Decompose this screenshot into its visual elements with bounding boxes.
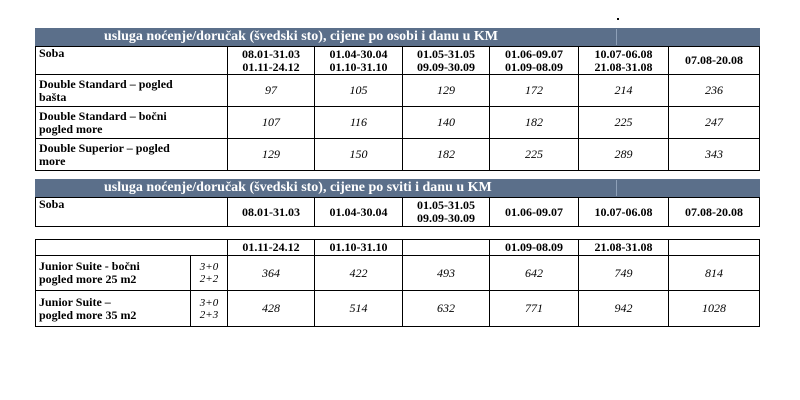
- period-line: 07.08-20.08: [685, 53, 743, 67]
- period-header: 01.10-31.10: [315, 240, 403, 256]
- table2-header-row: [36, 198, 760, 227]
- room-name: [36, 291, 191, 327]
- price-cell: 814: [669, 256, 760, 291]
- period-line: 01.04-30.04: [329, 46, 388, 61]
- period-header: [403, 240, 490, 256]
- price-cell: 182: [490, 107, 579, 139]
- period-line: 01.11-24.12: [242, 59, 300, 74]
- period-line: 09.09-30.09: [417, 59, 475, 74]
- period-header: [315, 47, 403, 75]
- price-cell: 343: [669, 139, 760, 171]
- price-cell: 236: [669, 75, 760, 107]
- room-name-line: Double Superior – pogled: [39, 140, 170, 155]
- room-name-line: more: [39, 153, 66, 168]
- table1-title: usluga noćenje/doručak (švedski sto), cijene po osobi i danu u KM: [104, 29, 498, 44]
- period-header: 01.04-30.04: [315, 198, 403, 227]
- price-cell: 97: [228, 75, 315, 107]
- period-header: 01.11-24.12: [228, 240, 315, 256]
- room-name: [36, 139, 228, 171]
- price-cell: 225: [579, 107, 669, 139]
- table2-body: [35, 239, 760, 327]
- price-cell: 364: [228, 256, 315, 291]
- period-line: 10.07-06.08: [594, 46, 653, 61]
- period-line: 08.01-31.03: [242, 46, 300, 61]
- price-cell: 105: [315, 75, 403, 107]
- price-cell: 140: [403, 107, 490, 139]
- table2-title-band: [35, 179, 760, 197]
- price-cell: 422: [315, 256, 403, 291]
- band-divider: [616, 29, 617, 45]
- price-cell: 172: [490, 75, 579, 107]
- occupancy-cell: [191, 256, 228, 291]
- table2-title: usluga noćenje/doručak (švedski sto), cijene po sviti i danu u KM: [104, 180, 492, 195]
- price-cell: 289: [579, 139, 669, 171]
- room-name-line: pogled more: [39, 121, 103, 136]
- room-column-header: Soba: [36, 47, 228, 75]
- period-header: [403, 198, 490, 227]
- period-header: [669, 47, 760, 75]
- room-column-header: Soba: [36, 198, 228, 227]
- empty-cell: [36, 240, 228, 256]
- price-cell: 1028: [669, 291, 760, 327]
- period-line: 01.09-08.09: [505, 59, 563, 74]
- period-header: 01.09-08.09: [490, 240, 579, 256]
- room-name-line: Double Standard – pogled: [39, 76, 173, 91]
- table-row: [36, 256, 760, 291]
- price-cell: 749: [579, 256, 669, 291]
- price-cell: 247: [669, 107, 760, 139]
- room-name: [36, 75, 228, 107]
- price-cell: 428: [228, 291, 315, 327]
- table-row: [36, 107, 760, 139]
- period-header: 01.06-09.07: [490, 198, 579, 227]
- period-line: 21.08-31.08: [594, 59, 653, 74]
- price-cell: 129: [403, 75, 490, 107]
- price-cell: 514: [315, 291, 403, 327]
- price-cell: 150: [315, 139, 403, 171]
- period-header: [228, 47, 315, 75]
- band-divider: [616, 180, 617, 196]
- period-header: 21.08-31.08: [579, 240, 669, 256]
- period-header: 07.08-20.08: [669, 198, 760, 227]
- price-cell: 129: [228, 139, 315, 171]
- price-cell: 116: [315, 107, 403, 139]
- table2-second-period-row: [36, 240, 760, 256]
- occupancy-cell: [191, 291, 228, 327]
- table1: [35, 46, 760, 171]
- period-line: 01.05-31.05: [417, 46, 475, 61]
- period-header: 10.07-06.08: [579, 198, 669, 227]
- room-name-line: pogled more 25 m2: [39, 272, 137, 286]
- room-name-line: Double Standard – bočni: [39, 108, 167, 123]
- table-row: [36, 139, 760, 171]
- stray-dot: [617, 18, 619, 20]
- table1-title-band: [35, 28, 760, 46]
- period-line: 09.09-30.09: [417, 211, 475, 225]
- period-header: [403, 47, 490, 75]
- period-header: [490, 47, 579, 75]
- room-name-line: pogled more 35 m2: [39, 307, 137, 322]
- table2-header: [35, 197, 760, 227]
- table-row: [36, 291, 760, 327]
- price-cell: 225: [490, 139, 579, 171]
- price-cell: 771: [490, 291, 579, 327]
- table1-header-row: [36, 47, 760, 75]
- room-name-line: bašta: [39, 89, 67, 104]
- occupancy-line: 2+3: [199, 308, 219, 321]
- price-cell: 642: [490, 256, 579, 291]
- room-name-line: Junior Suite –: [39, 294, 111, 309]
- period-header: [579, 47, 669, 75]
- room-name: [36, 256, 191, 291]
- room-name-line: Junior Suite - bočni: [39, 259, 140, 273]
- period-line: 01.10-31.10: [329, 59, 388, 74]
- table-row: [36, 75, 760, 107]
- period-line: 01.05-31.05: [417, 198, 475, 212]
- price-cell: 632: [403, 291, 490, 327]
- period-line: 01.06-09.07: [505, 46, 563, 61]
- price-cell: 107: [228, 107, 315, 139]
- price-cell: 214: [579, 75, 669, 107]
- occupancy-line: 3+0: [199, 296, 219, 309]
- period-header: [669, 240, 760, 256]
- occupancy-line: 2+2: [199, 273, 219, 285]
- price-cell: 942: [579, 291, 669, 327]
- price-cell: 182: [403, 139, 490, 171]
- price-cell: 493: [403, 256, 490, 291]
- period-header: 08.01-31.03: [228, 198, 315, 227]
- occupancy-line: 3+0: [199, 261, 219, 273]
- room-name: [36, 107, 228, 139]
